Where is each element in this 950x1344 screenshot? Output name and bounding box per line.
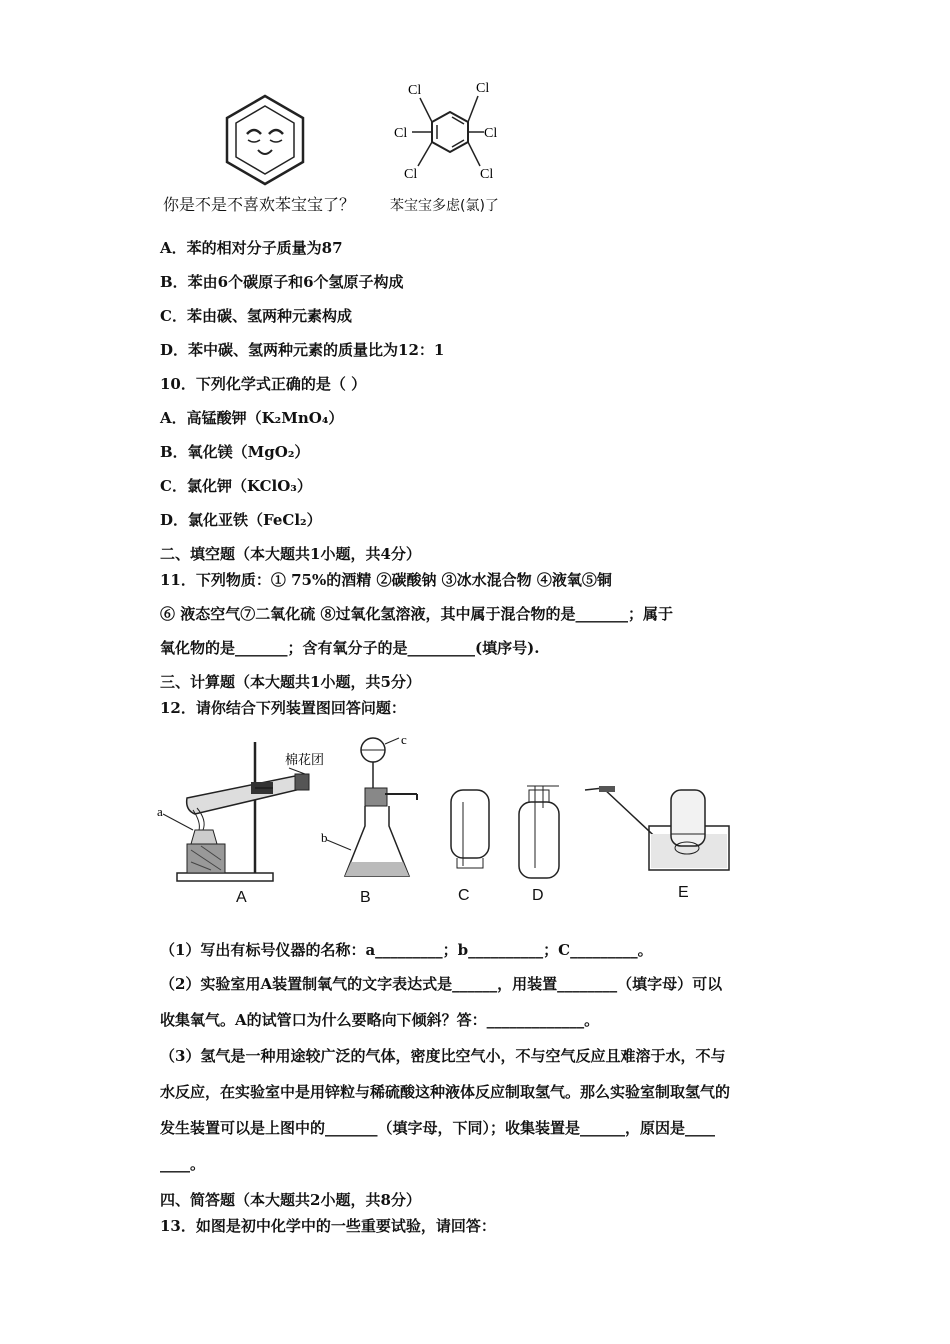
apparatus-letter-a: A [236, 889, 247, 906]
q12-stem: 12．请你结合下列装置图回答问题： [160, 699, 406, 717]
apparatus-letter-e: E [678, 884, 689, 901]
q9-option-c: C．苯由碳、氢两种元素构成 [160, 307, 352, 325]
label-c: c [401, 732, 407, 747]
cl-label: Cl [404, 167, 418, 182]
hexachlorobenzene-structure [390, 78, 510, 188]
q12-part-3-line-2: 水反应，在实验室中是用锌粒与稀硫酸这种液体反应制取氢气。那么实验室制取氢气的 [160, 1083, 731, 1101]
apparatus-letter-c: C [458, 887, 470, 904]
q12-part-1: （1）写出有标号仪器的名称：a_________；b__________；C_________。 [160, 941, 653, 959]
section-2-header: 二、填空题（本大题共1小题，共4分） [160, 545, 421, 563]
q9-option-b: B．苯由6个碳原子和6个氢原子构成 [160, 273, 404, 291]
q10-stem: 10．下列化学式正确的是（ ） [160, 375, 367, 393]
cl-label: Cl [480, 167, 494, 182]
benzene-face-figure [220, 92, 310, 188]
q9-option-d: D．苯中碳、氢两种元素的质量比为12：1 [160, 341, 445, 359]
apparatus-figure [155, 730, 735, 910]
cl-label: Cl [408, 83, 422, 98]
cl-label: Cl [476, 81, 490, 96]
q10-option-b: B．氧化镁（MgO₂） [160, 443, 310, 461]
cl-label: Cl [394, 126, 408, 141]
q10-option-c: C．氯化钾（KClO₃） [160, 477, 312, 495]
apparatus-letter-d: D [532, 887, 544, 904]
cl-label: Cl [484, 126, 498, 141]
q10-option-d: D．氯化亚铁（FeCl₂） [160, 511, 322, 529]
q11-line-1: 11．下列物质：① 75%的酒精 ②碳酸钠 ③冰水混合物 ④液氧⑤铜 [160, 571, 612, 589]
apparatus-d [519, 786, 559, 878]
q11-line-3: 氧化物的是_______；含有氧分子的是_________(填序号). [160, 639, 540, 657]
q12-part-3-line-1: （3）氢气是一种用途较广泛的气体，密度比空气小，不与空气反应且难溶于水，不与 [160, 1047, 726, 1065]
apparatus-c [451, 790, 489, 868]
q12-part-2-line-2: 收集氧气。A的试管口为什么要略向下倾斜？答：_____________。 [160, 1011, 600, 1029]
q12-part-2-line-1: （2）实验室用A装置制氧气的文字表达式是______，用装置________（填字母）可以 [160, 975, 723, 993]
apparatus-letter-b: B [360, 889, 371, 906]
q13-stem: 13．如图是初中化学中的一些重要试验，请回答： [160, 1217, 496, 1235]
q12-part-3-line-4: ____。 [160, 1155, 206, 1173]
q12-part-3-line-3: 发生装置可以是上图中的_______（填字母，下同）；收集装置是______，原因是____ [160, 1119, 716, 1137]
q9-option-a: A．苯的相对分子质量为87 [160, 239, 343, 257]
label-a: a [157, 804, 163, 819]
figure-caption-left: 你是不是不喜欢苯宝宝了？ [163, 195, 356, 214]
q11-line-2: ⑥ 液态空气⑦二氧化硫 ⑧过氧化氢溶液，其中属于混合物的是_______；属于 [160, 605, 673, 623]
q10-option-a: A．高锰酸钾（K₂MnO₄） [160, 409, 344, 427]
apparatus-b [327, 738, 417, 876]
figure-caption-right: 苯宝宝多虑(氯)了 [390, 198, 499, 214]
cotton-label: 棉花团 [285, 753, 325, 768]
section-3-header: 三、计算题（本大题共1小题，共5分） [160, 673, 421, 691]
section-4-header: 四、简答题（本大题共2小题，共8分） [160, 1191, 421, 1209]
label-b: b [321, 830, 328, 845]
apparatus-e [585, 786, 729, 870]
